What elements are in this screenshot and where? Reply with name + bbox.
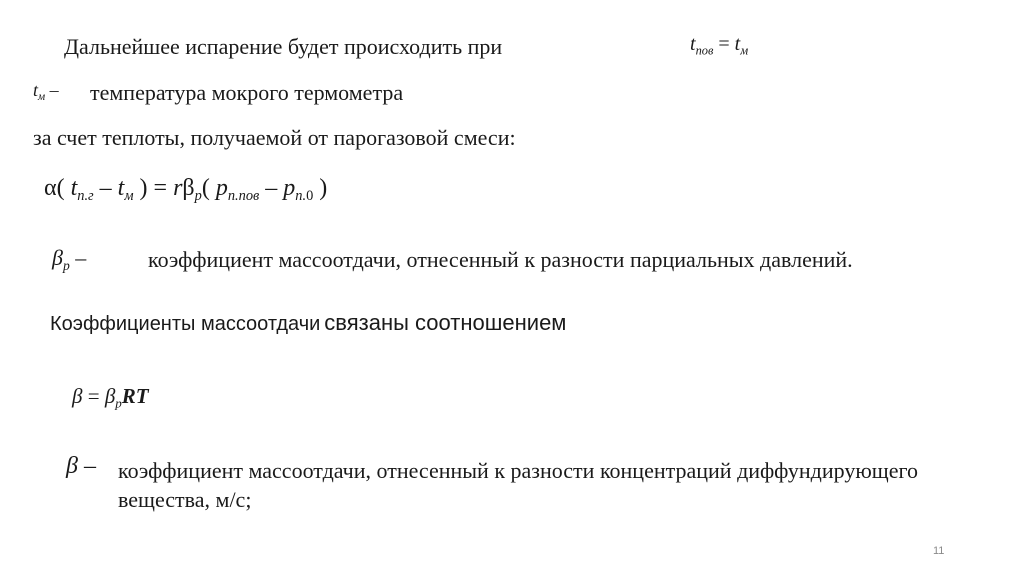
eq-sub-m: м (740, 43, 749, 58)
text-heat-from-gas: за счет теплоты, получаемой от парогазовой смеси: (33, 125, 516, 150)
eq-sub-ppov: п.пов (227, 188, 260, 205)
def-beta-dash: – (83, 453, 96, 479)
def-beta-p-symbol: β (52, 245, 63, 270)
def-tm-sub: м (38, 90, 46, 103)
eq-rel-equals: = (87, 384, 100, 408)
eq-rparen: ) (139, 175, 148, 201)
eq-rel-sub-p: p (115, 395, 122, 411)
def-tm-text: температура мокрого термометра (90, 80, 404, 105)
eq-t-m: t (117, 175, 125, 201)
eq-sub-p0-b: 0 (306, 188, 314, 205)
eq-rel-rt: RT (121, 384, 149, 408)
def-symbol-beta (66, 453, 96, 480)
def-beta-p-dash: – (75, 245, 87, 270)
equation-heat-mass-balance (44, 175, 328, 205)
eq-sub-p0-a: п. (295, 188, 307, 205)
def-tm-dash: – (49, 80, 59, 100)
eq-sub-m2: м (124, 188, 134, 205)
def-beta-text-line2: вещества, м/с; (118, 487, 252, 512)
def-tm-symbol: t (33, 80, 39, 100)
eq-equals2: = (153, 175, 168, 201)
def-symbol-tm (33, 80, 59, 101)
eq-sub-p: p (194, 188, 202, 205)
eq-lparen: ( (56, 175, 65, 201)
def-beta-p-text: коэффициент массоотдачи, отнесенный к разности парциальных давлений. (148, 247, 853, 272)
def-beta-text-line1: коэффициент массоотдачи, отнесенный к разности концентраций диффундирующего (118, 458, 918, 483)
eq-p-0: p (283, 175, 296, 201)
eq-sub-p0 (295, 188, 313, 204)
page-number: 11 (933, 545, 945, 557)
def-beta-p-sub: p (62, 257, 70, 273)
eq-sub-pg: п.г (77, 188, 94, 205)
eq-rel-beta-p: β (104, 384, 116, 408)
eq-rel-beta: β (72, 384, 83, 408)
text-coefficients-related (50, 310, 566, 336)
eq-t-pg: t (70, 175, 78, 201)
eq-p-pov: p (215, 175, 228, 201)
eq-equals: = (718, 33, 730, 55)
text-coefficients-a: Коэффициенты массоотдачи (50, 313, 321, 335)
eq-sub-pov: пов (695, 43, 714, 58)
text-further-evaporation: Дальнейшее испарение будет происходить при (64, 34, 503, 59)
equation-surface-temp (690, 33, 748, 56)
eq-alpha: α (44, 175, 57, 201)
eq-minus: – (99, 175, 112, 201)
def-beta-symbol: β (66, 453, 78, 479)
eq-lparen2: ( (201, 175, 210, 201)
eq-beta-p: β (182, 175, 195, 201)
eq-minus2: – (265, 175, 278, 201)
eq-r: r (173, 175, 183, 201)
eq-rparen2: ) (319, 175, 328, 201)
eq-symbol-t: t (690, 33, 696, 55)
equation-beta-relation (72, 384, 149, 409)
def-symbol-beta-p (52, 245, 86, 271)
eq-symbol-t2: t (734, 33, 741, 55)
text-coefficients-b: связаны соотношением (324, 310, 567, 335)
